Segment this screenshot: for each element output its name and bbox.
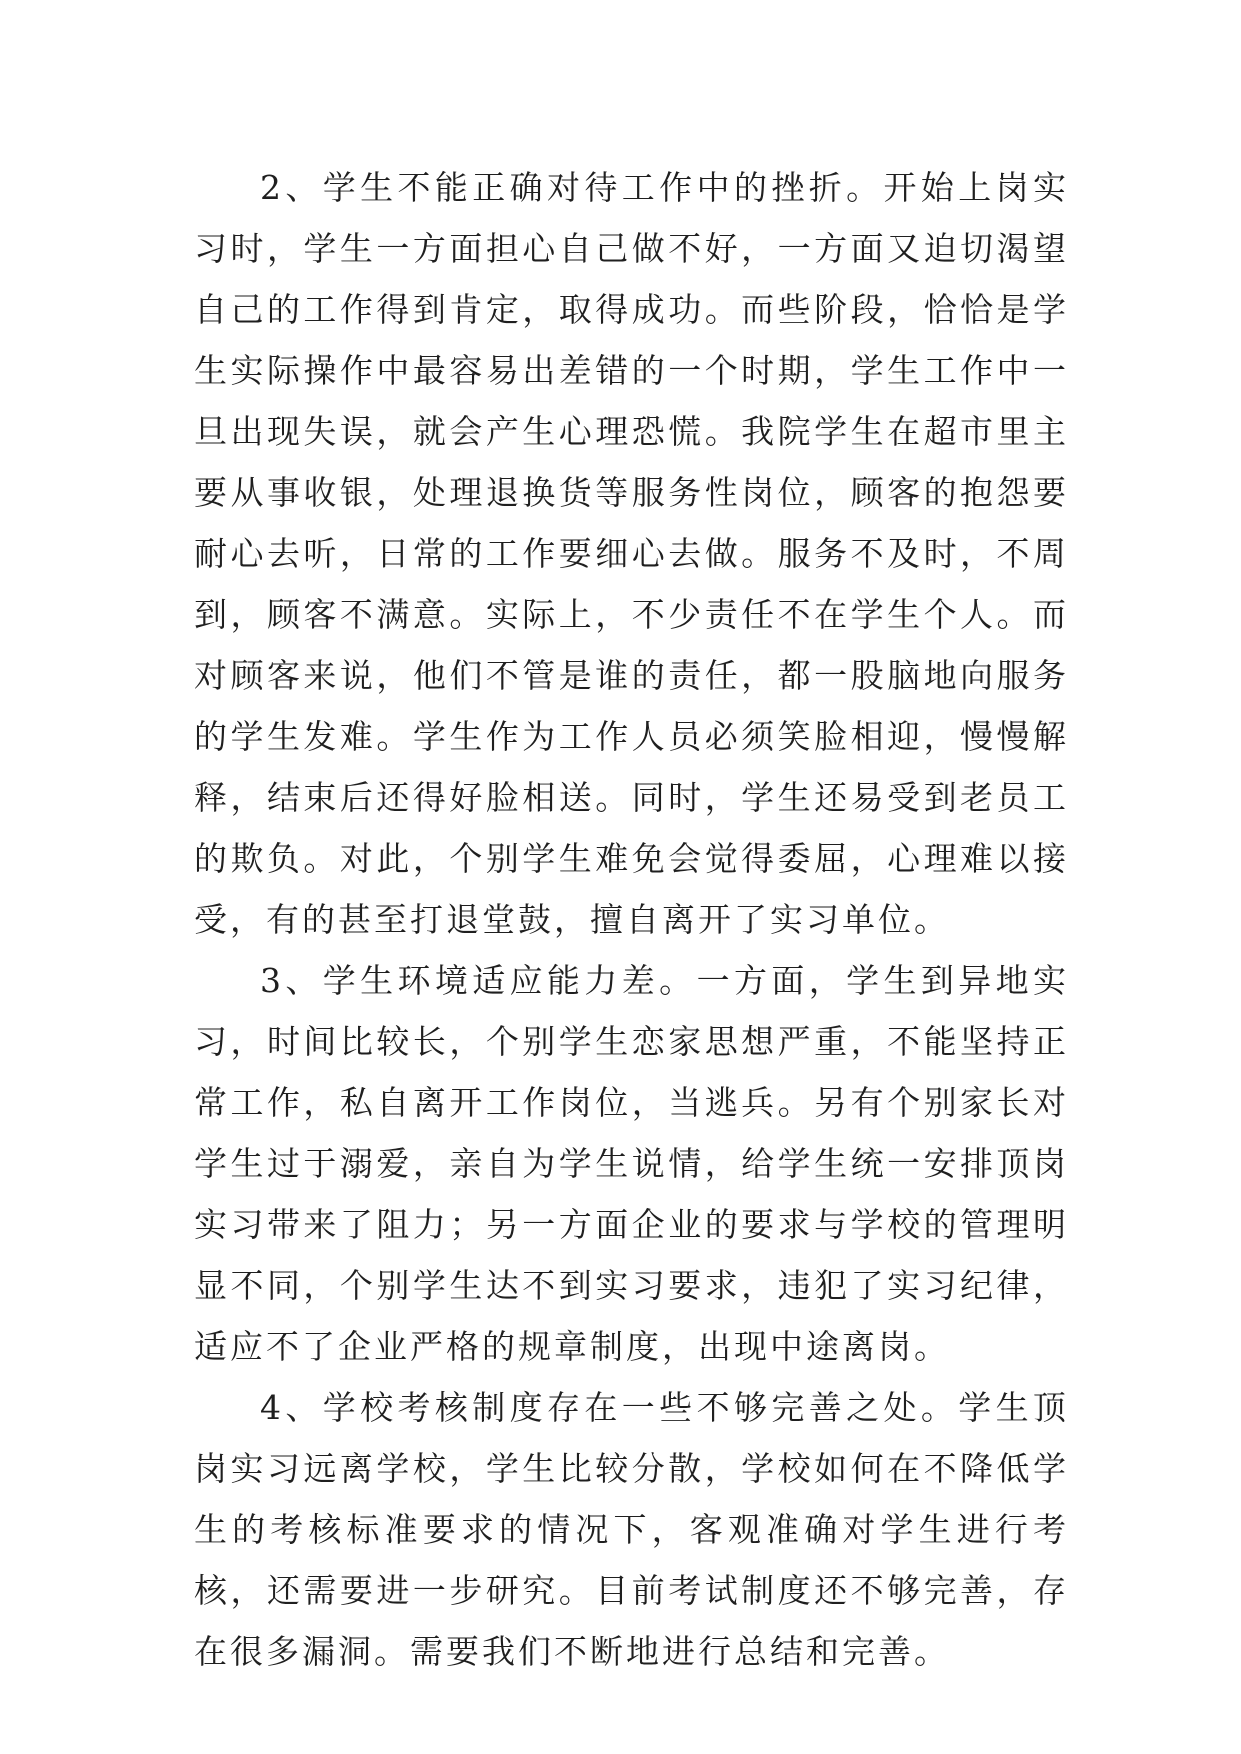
paragraph-3: 3、学生环境适应能力差。一方面，学生到异地实习，时间比较长，个别学生恋家思想严重，不能坚持正常工作，私自离开工作岗位，当逃兵。另有个别家长对学生过于溺爱，亲自为学生说情，给学生统一安排顶岗实习带来了阻力；另一方面企业的要求与学校的管理明显不同，个别学生达不到实习要求，违犯了实习纪律，适应不了企业严格的规章制度，出现中途离岗。 bbox=[194, 961, 1069, 1366]
paragraph-2: 2、学生不能正确对待工作中的挫折。开始上岗实习时，学生一方面担心自己做不好，一方面又迫切渴望自己的工作得到肯定，取得成功。而些阶段，恰恰是学生实际操作中最容易出差错的一个时期，学生工作中一旦出现失误，就会产生心理恐慌。我院学生在超市里主要从事收银，处理退换货等服务性岗位，顾客的抱怨要耐心去听，日常的工作要细心去做。服务不及时，不周到，顾客不满意。实际上，不少责任不在学生个人。而对顾客来说，他们不管是谁的责任，都一股脑地向服务的学生发难。学生作为工作人员必须笑脸相迎，慢慢解释，结束后还得好脸相送。同时，学生还易受到老员工的欺负。对此，个别学生难免会觉得委屈，心理难以接受，有的甚至打退堂鼓，擅自离开了实习单位。 bbox=[194, 168, 1069, 939]
paragraph-4: 4、学校考核制度存在一些不够完善之处。学生顶岗实习远离学校，学生比较分散，学校如何在不降低学生的考核标准要求的情况下，客观准确对学生进行考核，还需要进一步研究。目前考试制度还不够完善，存在很多漏洞。需要我们不断地进行总结和完善。 bbox=[194, 1388, 1069, 1671]
document-body bbox=[194, 157, 1069, 1682]
